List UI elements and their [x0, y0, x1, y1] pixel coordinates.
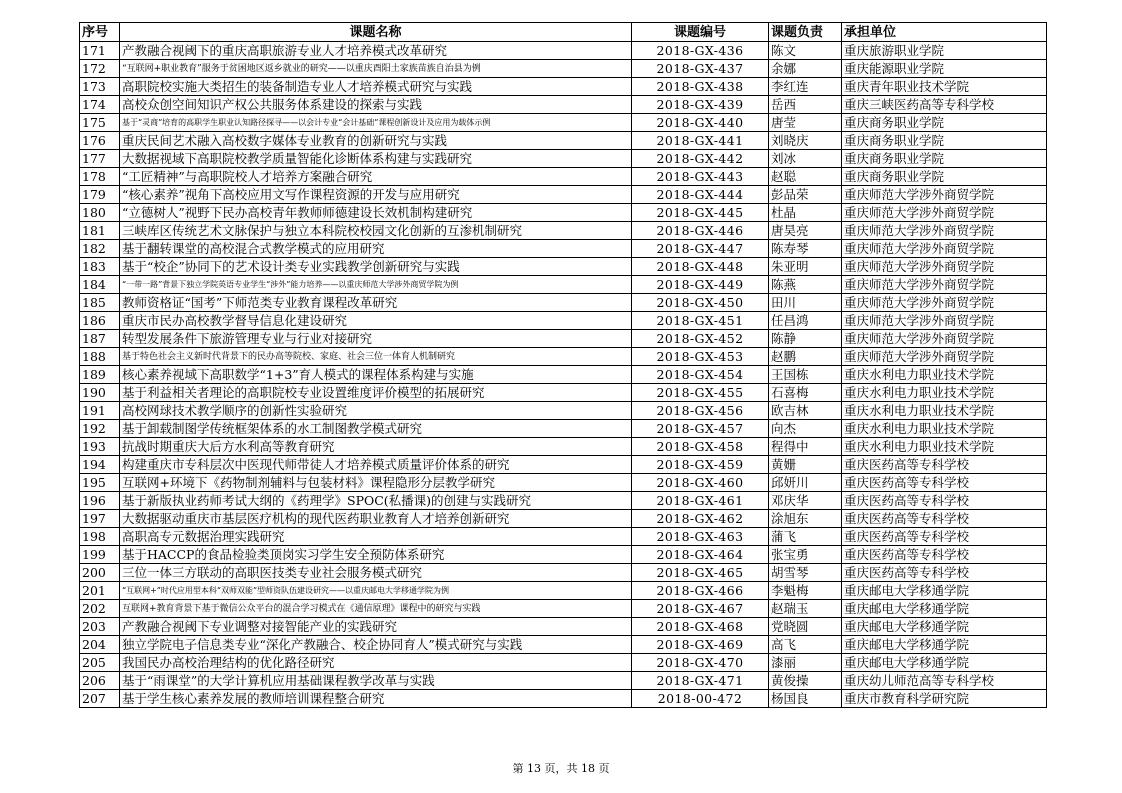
row-leader: 王国栋	[769, 366, 842, 384]
table-row	[80, 618, 1047, 636]
header-title: 课题名称	[120, 23, 632, 42]
row-index: 173	[80, 78, 120, 96]
row-leader: 高飞	[769, 636, 842, 654]
row-leader: 张宝勇	[769, 546, 842, 564]
row-leader: 杨国良	[769, 690, 842, 708]
row-leader: 唐昊亮	[769, 222, 842, 240]
row-code: 2018-GX-471	[632, 672, 769, 690]
row-leader: 党晓圆	[769, 618, 842, 636]
row-title: 抗战时期重庆大后方水利高等教育研究	[120, 438, 632, 456]
row-title: 基于“灵商”培育的高职学生职业认知路径探寻——以会计专业“会计基础”课程创新设计及应用为载体示例	[120, 114, 632, 132]
table-row	[80, 42, 1047, 60]
row-leader: 岳西	[769, 96, 842, 114]
row-title: 互联网+环境下《药物制剂辅料与包装材料》课程隐形分层教学研究	[120, 474, 632, 492]
row-unit: 重庆医药高等专科学校	[842, 564, 1047, 582]
table-row	[80, 546, 1047, 564]
row-code: 2018-GX-462	[632, 510, 769, 528]
row-unit: 重庆师范大学涉外商贸学院	[842, 258, 1047, 276]
row-code: 2018-GX-461	[632, 492, 769, 510]
row-index: 206	[80, 672, 120, 690]
row-title: “核心素养”视角下高校应用文写作课程资源的开发与应用研究	[120, 186, 632, 204]
row-index: 184	[80, 276, 120, 294]
row-code: 2018-GX-445	[632, 204, 769, 222]
row-code: 2018-GX-467	[632, 600, 769, 618]
row-title: 基于“雨课堂”的大学计算机应用基础课程教学改革与实践	[120, 672, 632, 690]
row-leader: 程得中	[769, 438, 842, 456]
row-index: 207	[80, 690, 120, 708]
row-index: 200	[80, 564, 120, 582]
row-index: 193	[80, 438, 120, 456]
row-unit: 重庆水利电力职业技术学院	[842, 438, 1047, 456]
header-leader: 课题负责	[769, 23, 842, 42]
row-unit: 重庆三峡医药高等专科学校	[842, 96, 1047, 114]
row-title: 基于HACCP的食品检验类顶岗实习学生安全预防体系研究	[120, 546, 632, 564]
row-unit: 重庆邮电大学移通学院	[842, 654, 1047, 672]
row-code: 2018-GX-440	[632, 114, 769, 132]
row-leader: 石喜梅	[769, 384, 842, 402]
row-title: 基于利益相关者理论的高职院校专业设置维度评价模型的拓展研究	[120, 384, 632, 402]
table-row	[80, 402, 1047, 420]
row-index: 189	[80, 366, 120, 384]
row-unit: 重庆水利电力职业技术学院	[842, 420, 1047, 438]
table-row	[80, 168, 1047, 186]
row-index: 190	[80, 384, 120, 402]
row-code: 2018-GX-448	[632, 258, 769, 276]
row-index: 188	[80, 348, 120, 366]
row-unit: 重庆师范大学涉外商贸学院	[842, 348, 1047, 366]
row-index: 176	[80, 132, 120, 150]
row-code: 2018-GX-464	[632, 546, 769, 564]
row-leader: 黄俊操	[769, 672, 842, 690]
row-index: 172	[80, 60, 120, 78]
row-title: 独立学院电子信息类专业“深化产教融合、校企协同育人”模式研究与实践	[120, 636, 632, 654]
row-leader: 彭品荣	[769, 186, 842, 204]
row-title: “互联网+”时代应用型本科“双师双能”型师资队伍建设研究——以重庆邮电大学移通学院为例	[120, 582, 632, 600]
row-code: 2018-GX-458	[632, 438, 769, 456]
row-code: 2018-GX-442	[632, 150, 769, 168]
row-index: 198	[80, 528, 120, 546]
row-code: 2018-GX-468	[632, 618, 769, 636]
row-title: 高校众创空间知识产权公共服务体系建设的探索与实践	[120, 96, 632, 114]
row-code: 2018-GX-449	[632, 276, 769, 294]
table-row	[80, 240, 1047, 258]
row-code: 2018-00-472	[632, 690, 769, 708]
row-title: 基于卸载制图学传统框架体系的水工制图教学模式研究	[120, 420, 632, 438]
row-title: 产教融合视阈下专业调整对接智能产业的实践研究	[120, 618, 632, 636]
row-unit: 重庆师范大学涉外商贸学院	[842, 312, 1047, 330]
row-title: 互联网+教育背景下基于微信公众平台的混合学习模式在《通信原理》课程中的研究与实践	[120, 600, 632, 618]
row-leader: 唐莹	[769, 114, 842, 132]
table-row	[80, 636, 1047, 654]
row-leader: 赵瑞玉	[769, 600, 842, 618]
row-title: 三位一体三方联动的高职医技类专业社会服务模式研究	[120, 564, 632, 582]
table-row	[80, 564, 1047, 582]
row-unit: 重庆幼儿师范高等专科学校	[842, 672, 1047, 690]
row-code: 2018-GX-444	[632, 186, 769, 204]
row-title: 重庆市民办高校教学督导信息化建设研究	[120, 312, 632, 330]
row-index: 182	[80, 240, 120, 258]
row-unit: 重庆商务职业学院	[842, 150, 1047, 168]
row-unit: 重庆师范大学涉外商贸学院	[842, 294, 1047, 312]
table-row	[80, 438, 1047, 456]
header-row	[80, 23, 1047, 42]
row-leader: 赵聪	[769, 168, 842, 186]
row-index: 185	[80, 294, 120, 312]
table-row	[80, 96, 1047, 114]
row-unit: 重庆旅游职业学院	[842, 42, 1047, 60]
row-code: 2018-GX-436	[632, 42, 769, 60]
table-row	[80, 474, 1047, 492]
table-row	[80, 690, 1047, 708]
row-unit: 重庆水利电力职业技术学院	[842, 384, 1047, 402]
row-code: 2018-GX-457	[632, 420, 769, 438]
row-code: 2018-GX-466	[632, 582, 769, 600]
table-row	[80, 150, 1047, 168]
row-index: 171	[80, 42, 120, 60]
table-row	[80, 348, 1047, 366]
row-code: 2018-GX-460	[632, 474, 769, 492]
row-title: “一带一路”背景下独立学院英语专业学生“涉外”能力培养——以重庆师范大学涉外商贸学院为例	[120, 276, 632, 294]
row-leader: 李红连	[769, 78, 842, 96]
row-title: 转型发展条件下旅游管理专业与行业对接研究	[120, 330, 632, 348]
row-unit: 重庆医药高等专科学校	[842, 546, 1047, 564]
row-title: 基于“校企”协同下的艺术设计类专业实践教学创新研究与实践	[120, 258, 632, 276]
table-row	[80, 420, 1047, 438]
row-leader: 任昌鸿	[769, 312, 842, 330]
row-unit: 重庆医药高等专科学校	[842, 456, 1047, 474]
row-title: 教师资格证“国考”下师范类专业教育课程改革研究	[120, 294, 632, 312]
row-index: 192	[80, 420, 120, 438]
row-index: 178	[80, 168, 120, 186]
row-index: 181	[80, 222, 120, 240]
row-title: 构建重庆市专科层次中医现代师带徒人才培养模式质量评价体系的研究	[120, 456, 632, 474]
row-index: 199	[80, 546, 120, 564]
row-code: 2018-GX-447	[632, 240, 769, 258]
table-row	[80, 600, 1047, 618]
page-footer: 第 13 页，共 18 页	[512, 762, 610, 775]
table-row	[80, 528, 1047, 546]
table-body	[80, 42, 1047, 708]
row-leader: 陈文	[769, 42, 842, 60]
row-code: 2018-GX-469	[632, 636, 769, 654]
table-row	[80, 222, 1047, 240]
row-index: 175	[80, 114, 120, 132]
row-title: 高职院校实施大类招生的装备制造专业人才培养模式研究与实践	[120, 78, 632, 96]
row-title: 核心素养视域下高职数学“1+3”育人模式的课程体系构建与实施	[120, 366, 632, 384]
row-code: 2018-GX-441	[632, 132, 769, 150]
table-row	[80, 672, 1047, 690]
row-unit: 重庆商务职业学院	[842, 168, 1047, 186]
row-leader: 田川	[769, 294, 842, 312]
row-index: 202	[80, 600, 120, 618]
row-index: 187	[80, 330, 120, 348]
row-index: 180	[80, 204, 120, 222]
project-table	[79, 22, 1047, 708]
row-code: 2018-GX-454	[632, 366, 769, 384]
row-index: 204	[80, 636, 120, 654]
row-index: 196	[80, 492, 120, 510]
row-code: 2018-GX-459	[632, 456, 769, 474]
row-leader: 向杰	[769, 420, 842, 438]
table-row	[80, 492, 1047, 510]
table-row	[80, 186, 1047, 204]
row-unit: 重庆邮电大学移通学院	[842, 600, 1047, 618]
project-list-sheet	[79, 22, 1046, 708]
row-code: 2018-GX-450	[632, 294, 769, 312]
row-leader: 陈静	[769, 330, 842, 348]
row-unit: 重庆青年职业技术学院	[842, 78, 1047, 96]
row-leader: 胡雪琴	[769, 564, 842, 582]
row-index: 197	[80, 510, 120, 528]
row-code: 2018-GX-439	[632, 96, 769, 114]
row-code: 2018-GX-456	[632, 402, 769, 420]
row-title: 大数据视域下高职院校教学质量智能化诊断体系构建与实践研究	[120, 150, 632, 168]
row-title: 重庆民间艺术融入高校数字媒体专业教育的创新研究与实践	[120, 132, 632, 150]
row-title: “立德树人”视野下民办高校青年教师师德建设长效机制构建研究	[120, 204, 632, 222]
row-index: 174	[80, 96, 120, 114]
row-unit: 重庆邮电大学移通学院	[842, 582, 1047, 600]
row-leader: 朱亚明	[769, 258, 842, 276]
row-index: 177	[80, 150, 120, 168]
row-unit: 重庆邮电大学移通学院	[842, 636, 1047, 654]
row-code: 2018-GX-463	[632, 528, 769, 546]
table-row	[80, 294, 1047, 312]
row-title: 基于特色社会主义新时代背景下的民办高等院校、家庭、社会三位一体育人机制研究	[120, 348, 632, 366]
table-row	[80, 312, 1047, 330]
row-title: 高校网球技术教学顺序的创新性实验研究	[120, 402, 632, 420]
row-index: 194	[80, 456, 120, 474]
table-row	[80, 654, 1047, 672]
row-leader: 陈寿琴	[769, 240, 842, 258]
row-title: “互联网+职业教育”服务于贫困地区返乡就业的研究——以重庆酉阳土家族苗族自治县为例	[120, 60, 632, 78]
row-unit: 重庆医药高等专科学校	[842, 474, 1047, 492]
table-header	[80, 23, 1047, 42]
table-row	[80, 510, 1047, 528]
row-title: 基于翻转课堂的高校混合式教学模式的应用研究	[120, 240, 632, 258]
row-leader: 涂旭东	[769, 510, 842, 528]
table-row	[80, 60, 1047, 78]
row-leader: 邱妍川	[769, 474, 842, 492]
row-code: 2018-GX-443	[632, 168, 769, 186]
row-index: 201	[80, 582, 120, 600]
row-code: 2018-GX-451	[632, 312, 769, 330]
table-row	[80, 456, 1047, 474]
row-leader: 欧吉林	[769, 402, 842, 420]
row-title: 大数据驱动重庆市基层医疗机构的现代医药职业教育人才培养创新研究	[120, 510, 632, 528]
row-title: 基于学生核心素养发展的教师培训课程整合研究	[120, 690, 632, 708]
row-leader: 漆丽	[769, 654, 842, 672]
row-index: 205	[80, 654, 120, 672]
row-leader: 刘冰	[769, 150, 842, 168]
row-unit: 重庆师范大学涉外商贸学院	[842, 204, 1047, 222]
row-unit: 重庆医药高等专科学校	[842, 510, 1047, 528]
table-row	[80, 204, 1047, 222]
table-row	[80, 366, 1047, 384]
row-leader: 李魁梅	[769, 582, 842, 600]
row-code: 2018-GX-453	[632, 348, 769, 366]
table-row	[80, 114, 1047, 132]
header-index: 序号	[80, 23, 120, 42]
row-leader: 邓庆华	[769, 492, 842, 510]
row-unit: 重庆师范大学涉外商贸学院	[842, 186, 1047, 204]
row-unit: 重庆水利电力职业技术学院	[842, 366, 1047, 384]
row-leader: 陈燕	[769, 276, 842, 294]
row-unit: 重庆商务职业学院	[842, 114, 1047, 132]
row-unit: 重庆师范大学涉外商贸学院	[842, 222, 1047, 240]
row-leader: 蒲飞	[769, 528, 842, 546]
table-row	[80, 582, 1047, 600]
row-index: 191	[80, 402, 120, 420]
row-unit: 重庆能源职业学院	[842, 60, 1047, 78]
row-code: 2018-GX-470	[632, 654, 769, 672]
row-unit: 重庆商务职业学院	[842, 132, 1047, 150]
table-row	[80, 384, 1047, 402]
row-index: 203	[80, 618, 120, 636]
row-title: “工匠精神”与高职院校人才培养方案融合研究	[120, 168, 632, 186]
row-code: 2018-GX-446	[632, 222, 769, 240]
row-title: 三峡库区传统艺术文脉保护与独立本科院校校园文化创新的互渗机制研究	[120, 222, 632, 240]
table-row	[80, 330, 1047, 348]
table-row	[80, 132, 1047, 150]
row-unit: 重庆邮电大学移通学院	[842, 618, 1047, 636]
row-index: 179	[80, 186, 120, 204]
row-unit: 重庆师范大学涉外商贸学院	[842, 240, 1047, 258]
row-title: 产教融合视阈下的重庆高职旅游专业人才培养模式改革研究	[120, 42, 632, 60]
row-leader: 赵鹏	[769, 348, 842, 366]
row-code: 2018-GX-455	[632, 384, 769, 402]
row-title: 我国民办高校治理结构的优化路径研究	[120, 654, 632, 672]
row-index: 183	[80, 258, 120, 276]
table-row	[80, 276, 1047, 294]
row-code: 2018-GX-465	[632, 564, 769, 582]
row-unit: 重庆水利电力职业技术学院	[842, 402, 1047, 420]
header-unit: 承担单位	[842, 23, 1047, 42]
row-index: 195	[80, 474, 120, 492]
row-code: 2018-GX-437	[632, 60, 769, 78]
row-title: 基于新版执业药师考试大纲的《药理学》SPOC(私播课)的创建与实践研究	[120, 492, 632, 510]
row-unit: 重庆医药高等专科学校	[842, 492, 1047, 510]
row-leader: 余娜	[769, 60, 842, 78]
row-code: 2018-GX-452	[632, 330, 769, 348]
row-leader: 刘晓庆	[769, 132, 842, 150]
row-unit: 重庆师范大学涉外商贸学院	[842, 276, 1047, 294]
row-code: 2018-GX-438	[632, 78, 769, 96]
row-unit: 重庆医药高等专科学校	[842, 528, 1047, 546]
row-index: 186	[80, 312, 120, 330]
row-leader: 杜晶	[769, 204, 842, 222]
header-code: 课题编号	[632, 23, 769, 42]
row-leader: 黄姗	[769, 456, 842, 474]
table-row	[80, 78, 1047, 96]
table-row	[80, 258, 1047, 276]
row-title: 高职高专元数据治理实践研究	[120, 528, 632, 546]
row-unit: 重庆市教育科学研究院	[842, 690, 1047, 708]
row-unit: 重庆师范大学涉外商贸学院	[842, 330, 1047, 348]
